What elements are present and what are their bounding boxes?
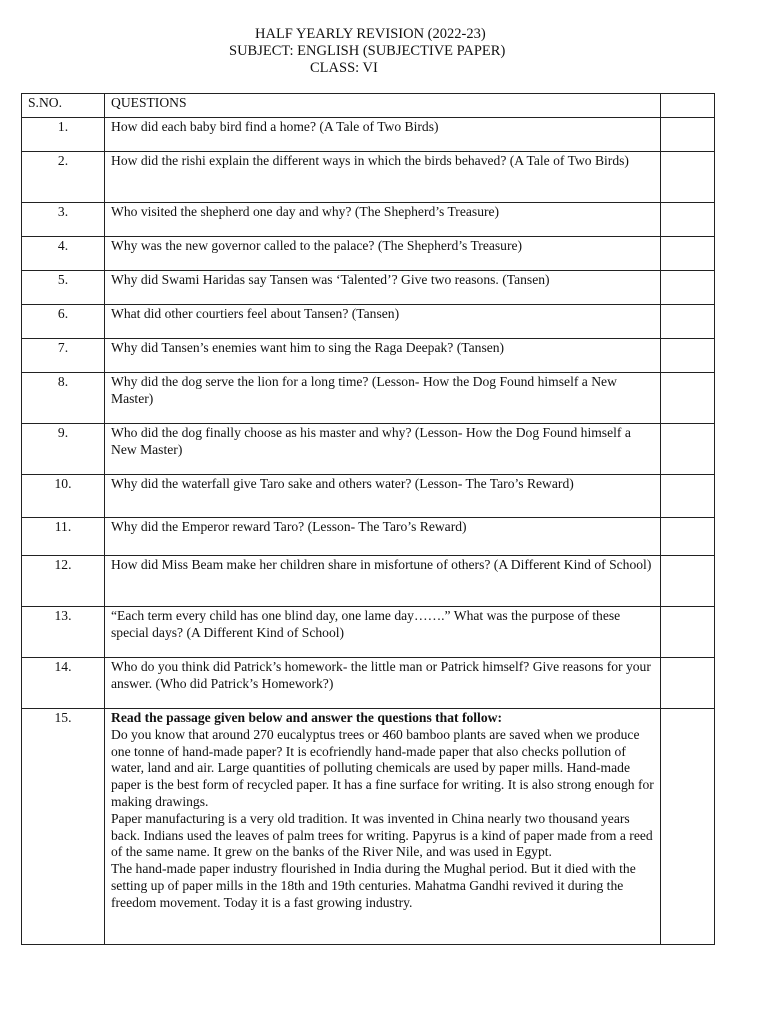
table-row: [22, 237, 715, 271]
passage-paragraph: Do you know that around 270 eucalyptus trees or 460 bamboo plants are saved when we produce one tonne of hand-made paper? It is ecofriendly hand-made paper that also checks pollution of water, land and air. Large quantities of polluting chemicals are used by paper mills. Hand-made paper is the best form of recycled paper. It has a fine surface for writing. It is also strong enough for making drawings.: [111, 726, 654, 809]
question-text: Who did the dog finally choose as his master and why? (Lesson- How the Dog Found himself a New Master): [105, 424, 661, 475]
table-row: [22, 607, 715, 658]
answer-cell: [661, 607, 715, 658]
table-header-row: [22, 94, 715, 118]
table-row: [22, 424, 715, 475]
question-number: 8.: [22, 373, 105, 424]
answer-cell: [661, 424, 715, 475]
table-row: [22, 152, 715, 203]
document-header: [0, 26, 768, 77]
question-text: Who do you think did Patrick’s homework- the little man or Patrick himself? Give reasons for your answer. (Who did Patrick’s Homework?): [105, 658, 661, 709]
column-header-sno: S.NO.: [22, 94, 105, 118]
question-text: What did other courtiers feel about Tansen? (Tansen): [105, 305, 661, 339]
answer-cell: [661, 305, 715, 339]
table-row: [22, 518, 715, 556]
answer-cell: [661, 339, 715, 373]
answer-cell: [661, 658, 715, 709]
question-number: 4.: [22, 237, 105, 271]
question-number: 9.: [22, 424, 105, 475]
question-text: Why did Tansen’s enemies want him to sing the Raga Deepak? (Tansen): [105, 339, 661, 373]
table-row: [22, 305, 715, 339]
passage-heading: Read the passage given below and answer the questions that follow:: [111, 710, 502, 725]
table-row: [22, 556, 715, 607]
question-text: How did Miss Beam make her children share in misfortune of others? (A Different Kind of School): [105, 556, 661, 607]
question-number: 14.: [22, 658, 105, 709]
question-text: Why was the new governor called to the palace? (The Shepherd’s Treasure): [105, 237, 661, 271]
exam-title: HALF YEARLY REVISION (2022-23): [255, 26, 486, 42]
answer-cell: [661, 152, 715, 203]
table-row: [22, 271, 715, 305]
question-number: 3.: [22, 203, 105, 237]
answer-cell: [661, 118, 715, 152]
class-line: CLASS: VI: [310, 60, 378, 76]
table-row: [22, 658, 715, 709]
question-number: 7.: [22, 339, 105, 373]
question-text: How did each baby bird find a home? (A Tale of Two Birds): [105, 118, 661, 152]
column-header-extra: [661, 94, 715, 118]
table-row: [22, 475, 715, 518]
question-number: 13.: [22, 607, 105, 658]
question-text: Why did Swami Haridas say Tansen was ‘Talented’? Give two reasons. (Tansen): [105, 271, 661, 305]
question-number: 10.: [22, 475, 105, 518]
question-text: “Each term every child has one blind day, one lame day…….” What was the purpose of these special days? (A Different Kind of School): [105, 607, 661, 658]
question-number: 15.: [22, 709, 105, 945]
question-text: How did the rishi explain the different ways in which the birds behaved? (A Tale of Two Birds): [105, 152, 661, 203]
subject-line: SUBJECT: ENGLISH (SUBJECTIVE PAPER): [229, 43, 506, 59]
passage-cell: [105, 709, 661, 945]
question-text: Why did the Emperor reward Taro? (Lesson- The Taro’s Reward): [105, 518, 661, 556]
question-number: 12.: [22, 556, 105, 607]
answer-cell: [661, 475, 715, 518]
question-number: 2.: [22, 152, 105, 203]
question-number: 6.: [22, 305, 105, 339]
table-row: [22, 203, 715, 237]
table-row: [22, 373, 715, 424]
passage-paragraph: Paper manufacturing is a very old tradition. It was invented in China nearly two thousand years back. Indians used the leaves of palm trees for writing. Papyrus is a kind of paper made from a reed of the same name. It grew on the banks of the River Nile, and was used in Egypt.: [111, 810, 653, 860]
question-number: 1.: [22, 118, 105, 152]
answer-cell: [661, 271, 715, 305]
answer-cell: [661, 518, 715, 556]
question-number: 5.: [22, 271, 105, 305]
answer-cell: [661, 556, 715, 607]
question-number: 11.: [22, 518, 105, 556]
answer-cell: [661, 709, 715, 945]
questions-table: [21, 93, 715, 945]
column-header-questions: QUESTIONS: [105, 94, 661, 118]
question-text: Why did the waterfall give Taro sake and others water? (Lesson- The Taro’s Reward): [105, 475, 661, 518]
question-text: Why did the dog serve the lion for a long time? (Lesson- How the Dog Found himself a New Master): [105, 373, 661, 424]
table-row: [22, 339, 715, 373]
passage-row: [22, 709, 715, 945]
table-row: [22, 118, 715, 152]
question-text: Who visited the shepherd one day and why? (The Shepherd’s Treasure): [105, 203, 661, 237]
passage-paragraph: The hand-made paper industry flourished in India during the Mughal period. But it died with the setting up of paper mills in the 18th and 19th centuries. Mahatma Gandhi revived it during the freedom movement. Today it is a fast growing industry.: [111, 861, 636, 910]
answer-cell: [661, 237, 715, 271]
answer-cell: [661, 373, 715, 424]
answer-cell: [661, 203, 715, 237]
